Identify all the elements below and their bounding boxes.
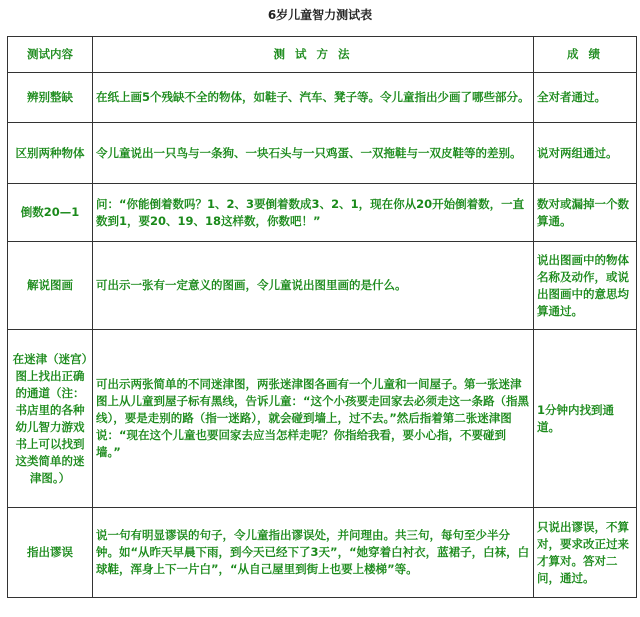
test-method-cell: 在纸上画5个残缺不全的物体，如鞋子、汽车、凳子等。令儿童指出少画了哪些部分。 [93,73,534,123]
table-header-row [8,37,637,73]
table-row [8,123,637,184]
test-method-cell: 令儿童说出一只鸟与一条狗、一块石头与一只鸡蛋、一双拖鞋与一双皮鞋等的差别。 [93,123,534,184]
test-item-cell: 指出谬误 [8,508,93,598]
result-cell: 只说出谬误，不算对，要求改正过来才算对。答对二问，通过。 [534,508,637,598]
table-row [8,73,637,123]
header-test-method: 测 试 方 法 [93,37,534,73]
header-test-item: 测试内容 [8,37,93,73]
table-row [8,184,637,242]
table-row [8,330,637,508]
result-cell: 说出图画中的物体名称及动作，或说出图画中的意思均算通过。 [534,242,637,330]
test-item-cell: 倒数20—1 [8,184,93,242]
test-method-cell: 可出示一张有一定意义的图画，令儿童说出图里画的是什么。 [93,242,534,330]
result-cell: 全对者通过。 [534,73,637,123]
result-cell: 1分钟内找到通道。 [534,330,637,508]
test-method-cell: 可出示两张简单的不同迷津图，两张迷津图各画有一个儿童和一间屋子。第一张迷津图上从儿童到屋子标有黑线，告诉儿童：“这个小孩要走回家去必须走这一条路（指黑线），要是走别的路（指一迷路），就会碰到墙上，过不去。”然后指着第二张迷津图说：“现在这个儿童也要回家去应当怎样走呢？你指给我看，要小心指，不要碰到墙。” [93,330,534,508]
header-result: 成 绩 [534,37,637,73]
table-row [8,508,637,598]
test-method-cell: 问：“你能倒着数吗？1、2、3要倒着数成3、2、1，现在你从20开始倒着数，一直数到1，要20、19、18这样数，你数吧！” [93,184,534,242]
result-cell: 说对两组通过。 [534,123,637,184]
iq-test-table [7,36,637,598]
test-item-cell: 辨别整缺 [8,73,93,123]
test-item-cell: 在迷津（迷宫）图上找出正确的通道（注：书店里的各种幼儿智力游戏书上可以找到这类简单的迷津图。） [8,330,93,508]
test-item-cell: 解说图画 [8,242,93,330]
test-item-cell: 区别两种物体 [8,123,93,184]
test-method-cell: 说一句有明显谬误的句子，令儿童指出谬误处，并问理由。共三句，每句至少半分钟。如“从昨天早晨下雨，到今天已经下了3天”，“她穿着白衬衣，蓝裙子，白袜，白球鞋，浑身上下一片白”，“从自己屋里到街上也要上楼梯”等。 [93,508,534,598]
table-row [8,242,637,330]
page-title: 6岁儿童智力测试表 [267,8,373,22]
result-cell: 数对或漏掉一个数算通。 [534,184,637,242]
